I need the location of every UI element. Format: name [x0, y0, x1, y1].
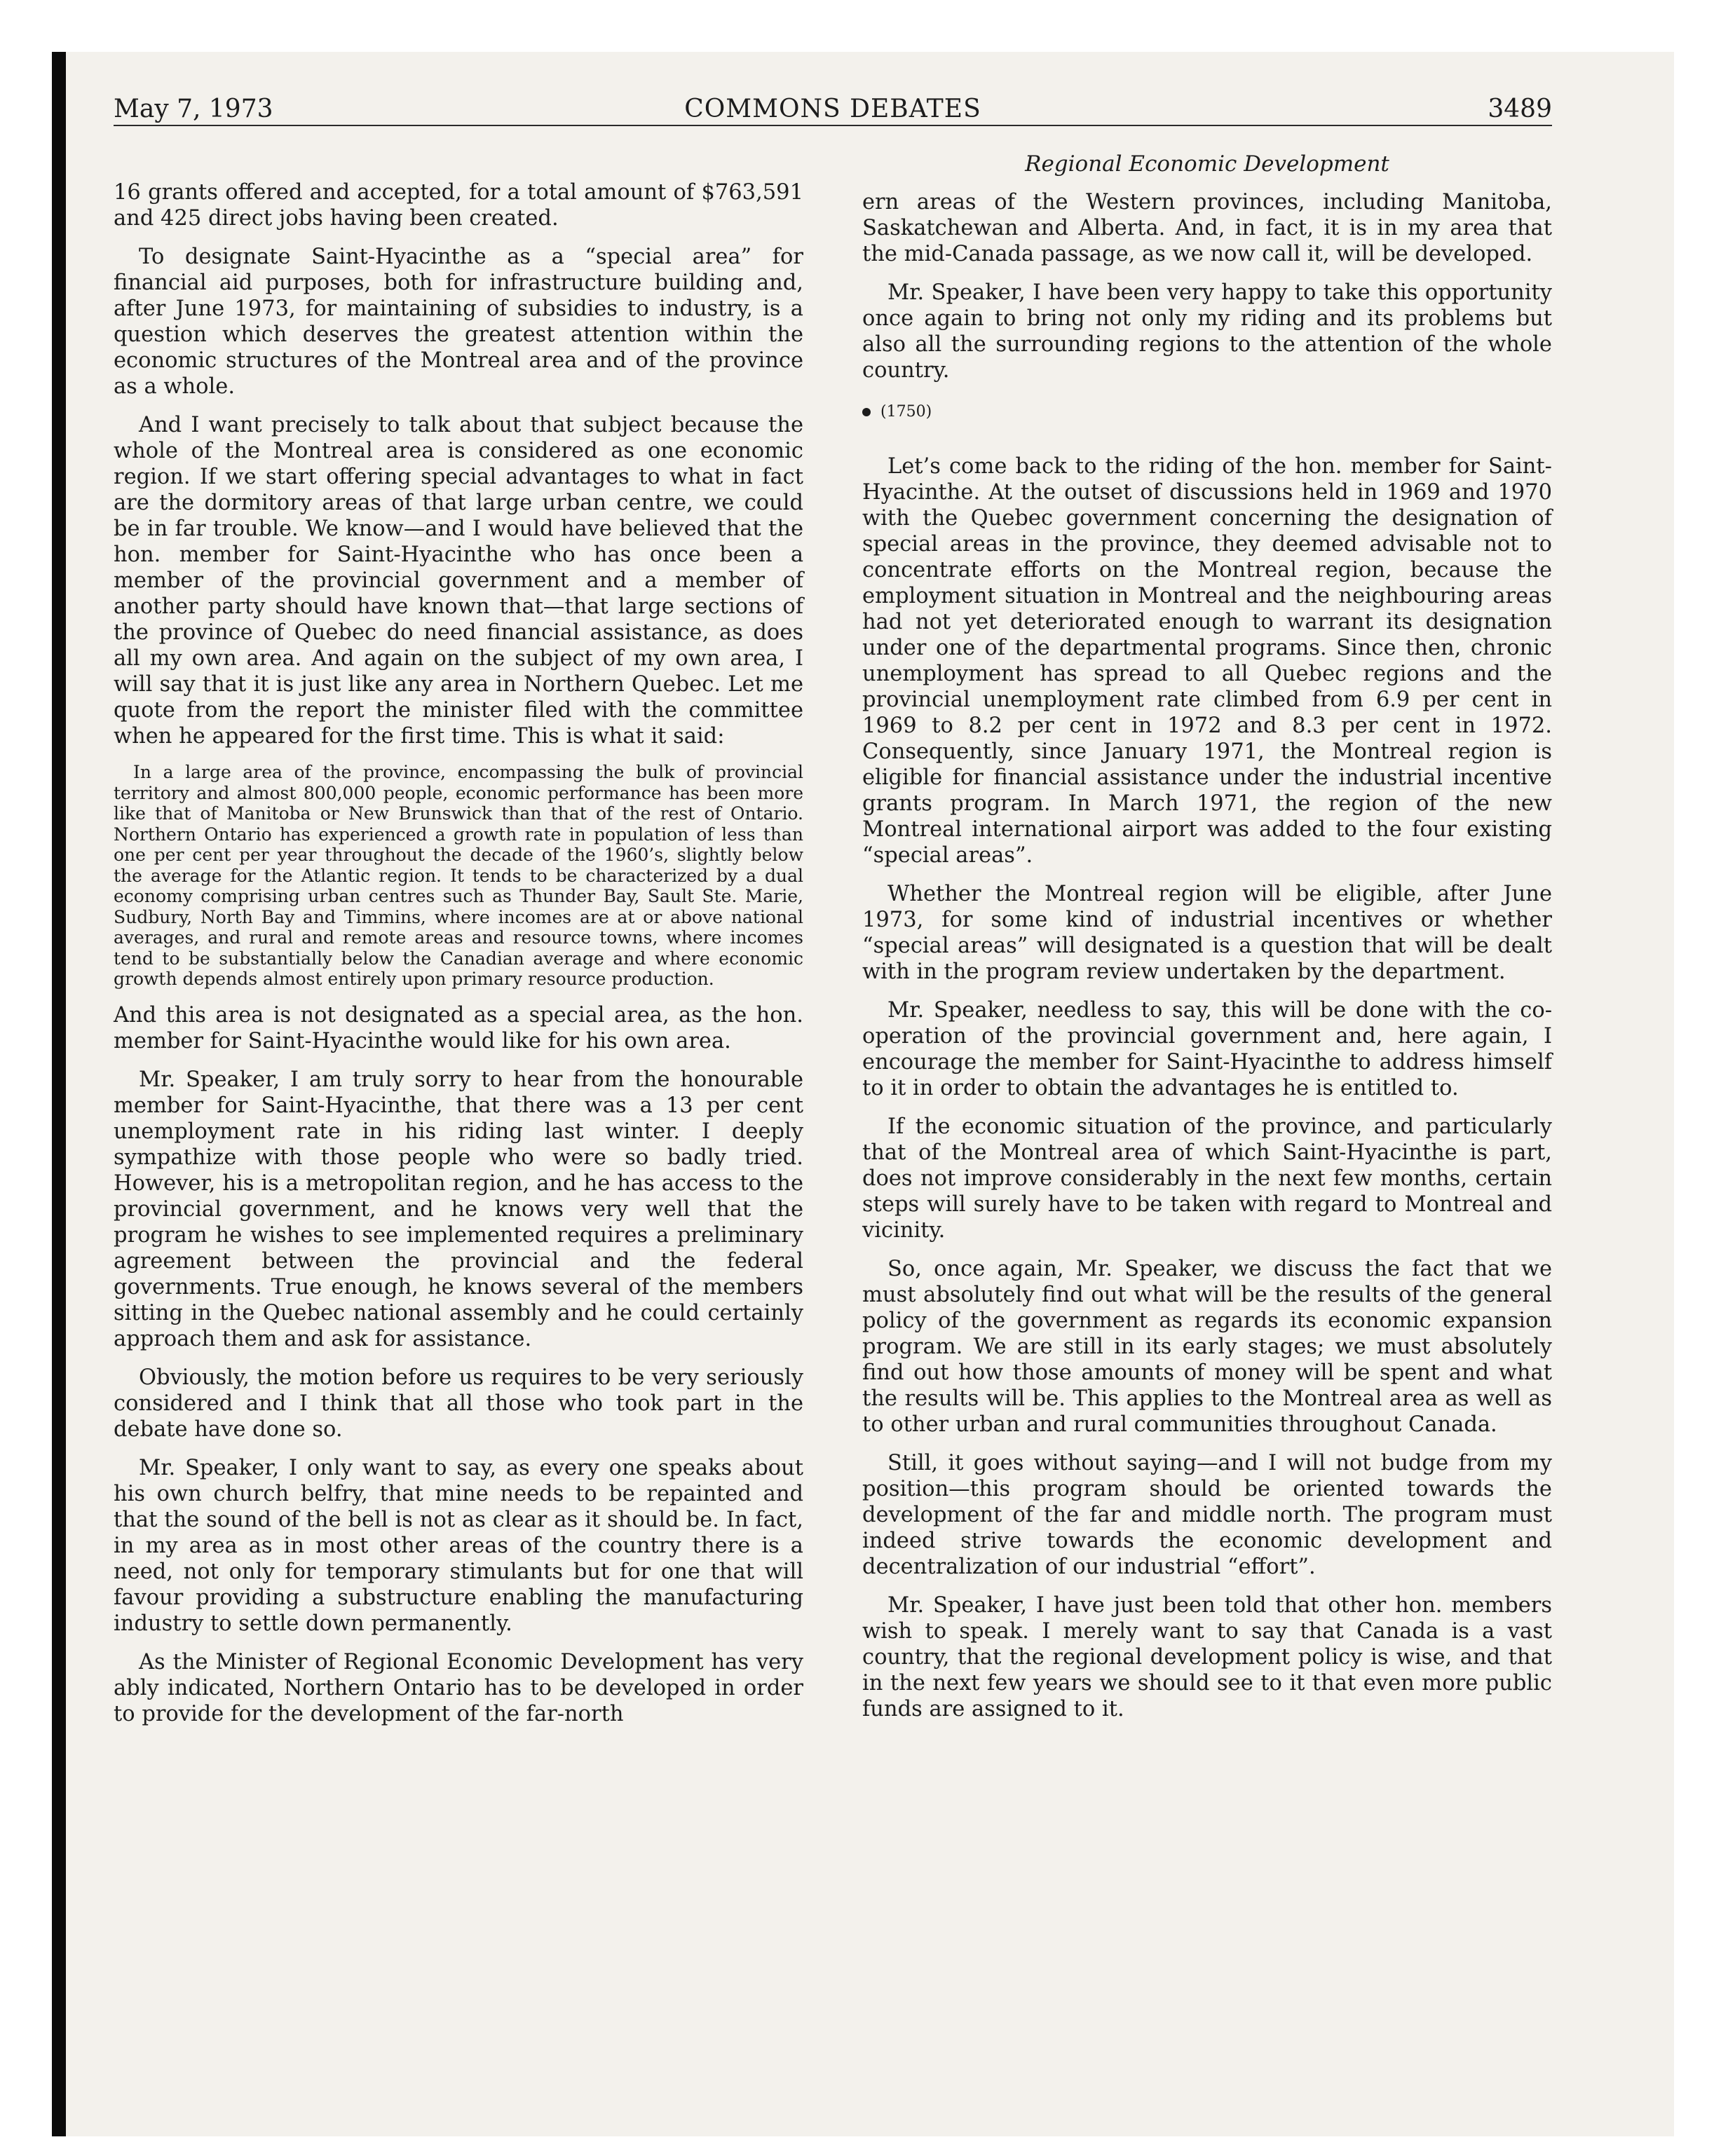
paragraph: Mr. Speaker, needless to say, this will be done with the co-operation of the provincial government and, here again, I encourage the member for Saint-Hyacinthe to address himself to it in order to obtain the advantages he is entitled to. — [862, 998, 1552, 1100]
bullet-icon — [862, 408, 871, 416]
paragraph: Mr. Speaker, I am truly sorry to hear from the honourable member for Saint-Hyacinthe, that there was a 13 per cent unemployment rate in his riding last winter. I deeply sympathize with those people who were so badly tried. However, his is a metropolitan region, and he has access to the provincial government, and he knows very well that the program he wishes to see implemented requires a preliminary agreement between the provincial and the federal governments. True enough, he knows several of the members sitting in the Quebec national assembly and he could certainly approach them and ask for assistance. — [114, 1067, 803, 1351]
header-date: May 7, 1973 — [114, 95, 273, 123]
paragraph: Obviously, the motion before us requires to be very seriously considered and I think that all those who took part in the debate have done so. — [114, 1365, 803, 1442]
paragraph: And I want precisely to talk about that subject because the whole of the Montreal area is considered as one economic region. If we start offering special advantages to what in fact are the dormitory areas of that large urban centre, we could be in far trouble. We know—and I would have believed that the hon. member for Saint-Hyacinthe who has once been a member of the provincial government and a member of another party should have known that—that large sections of the province of Quebec do need financial assistance, as does all my own area. And again on the subject of my own area, I will say that it is just like any area in Northern Quebec. Let me quote from the report the minister filed with the committee when he appeared for the first time. This is what it said: — [114, 413, 803, 749]
paragraph: As the Minister of Regional Economic Development has very ably indicated, Northern Ontario has to be developed in order to provide for the development of the far-north — [114, 1649, 803, 1726]
quoted-report: In a large area of the province, encompassing the bulk of provincial territory and almost 800,000 people, economic performance has been more like that of Manitoba or New Brunswick than that of the rest of Ontario. Northern Ontario has experienced a growth rate in population of less than one per cent per year throughout the decade of the 1960’s, slightly below the average for the Atlantic region. It tends to be characterized by a dual economy comprising urban centres such as Thunder Bay, Sault Ste. Marie, Sudbury, North Bay and Timmins, where incomes are at or above national averages, and rural and remote areas and resource towns, where incomes tend to be substantially below the Canadian average and where economic growth depends almost entirely upon primary resource production. — [114, 762, 803, 989]
paragraph: Mr. Speaker, I only want to say, as every one speaks about his own church belfry, that mine needs to be repainted and that the sound of the bell is not as clear as it should be. In fact, in my area as in most other areas of the country there is a need, not only for temporary stimulants but for one that will favour providing a substructure enabling the manufacturing industry to settle down permanently. — [114, 1455, 803, 1636]
paragraph: ern areas of the Western provinces, including Manitoba, Saskatchewan and Alberta. And, in fact, it is in my area that the mid-Canada passage, as we now call it, will be developed. — [862, 190, 1552, 266]
paragraph: To designate Saint-Hyacinthe as a “special area” for financial aid purposes, both for infrastructure building and, after June 1973, for maintaining of subsidies to industry, is a question which deserves the greatest attention within the economic structures of the Montreal area and of the province as a whole. — [114, 245, 803, 399]
running-head: Regional Economic Development — [1025, 151, 1389, 177]
binding-edge — [52, 52, 66, 2136]
time-marker — [862, 402, 1552, 423]
page-header — [114, 94, 1552, 126]
paragraph: Let’s come back to the riding of the hon. member for Saint-Hyacinthe. At the outset of discussions held in 1969 and 1970 with the Quebec government concerning the designation of special areas in the province, they deemed advisable not to concentrate efforts on the Montreal region, because the employment situation in Montreal and the neighbouring areas had not yet deteriorated enough to warrant its designation under one of the departmental programs. Since then, chronic unemployment has spread to all Quebec regions and the provincial unemployment rate climbed from 6.9 per cent in 1969 to 8.2 per cent in 1972 and 8.3 per cent in 1972. Consequently, since January 1971, the Montreal region is eligible for financial assistance under the industrial incentive grants program. In March 1971, the region of the new Montreal international airport was added to the four existing “special areas”. — [862, 454, 1552, 868]
paragraph: Mr. Speaker, I have just been told that other hon. members wish to speak. I merely want to say that Canada is a vast country, that the regional development policy is wise, and that in the next few years we should see to it that even more public funds are assigned to it. — [862, 1593, 1552, 1721]
right-column — [862, 189, 1552, 1735]
paragraph: Mr. Speaker, I have been very happy to take this opportunity once again to bring not only my riding and its problems but also all the surrounding regions to the attention of the whole country. — [862, 280, 1552, 383]
paragraph: Still, it goes without saying—and I will not budge from my position—this program should be oriented towards the development of the far and middle north. The program must indeed strive towards the economic development and decentralization of our industrial “effort”. — [862, 1451, 1552, 1579]
header-title: COMMONS DEBATES — [684, 95, 981, 123]
paragraph: And this area is not designated as a special area, as the hon. member for Saint-Hyacinthe would like for his own area. — [114, 1002, 803, 1053]
left-column — [114, 179, 803, 1740]
paragraph: If the economic situation of the province, and particularly that of the Montreal area of which Saint-Hyacinthe is part, does not improve considerably in the next few months, certain steps will surely have to be taken with regard to Montreal and vicinity. — [862, 1114, 1552, 1243]
paragraph: Whether the Montreal region will be eligible, after June 1973, for some kind of industrial incentives or whether “special areas” will designated is a question that will be dealt with in the program review undertaken by the department. — [862, 882, 1552, 984]
paragraph: 16 grants offered and accepted, for a total amount of $763,591 and 425 direct jobs having been created. — [114, 180, 803, 231]
page-number: 3489 — [1488, 95, 1552, 123]
time-marker-text: (1750) — [880, 403, 932, 421]
paragraph: So, once again, Mr. Speaker, we discuss the fact that we must absolutely find out what will be the results of the general policy of the government as regards its economic expansion program. We are still in its early stages; we must absolutely find out how those amounts of money will be spent and what the results will be. This applies to the Montreal area as well as to other urban and rural communities throughout Canada. — [862, 1257, 1552, 1437]
